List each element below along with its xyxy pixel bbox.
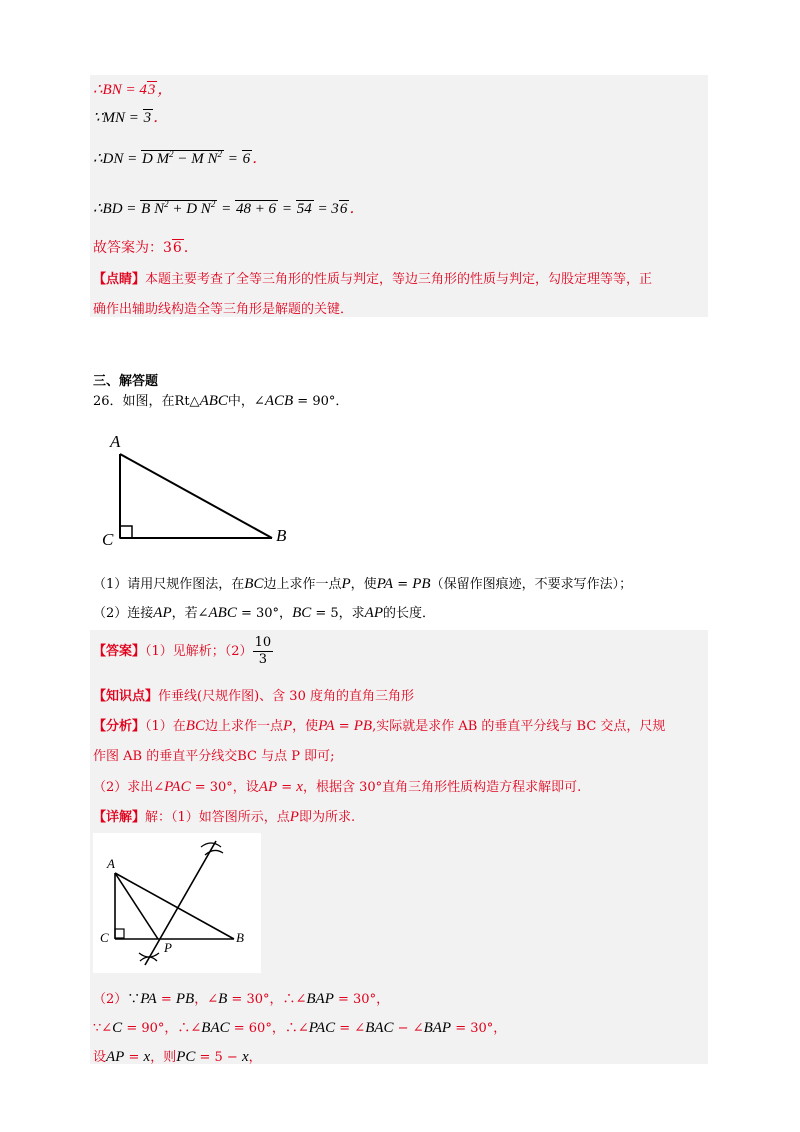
analysis-tag: 【分析】 xyxy=(93,719,146,734)
answer-text: （1）见解析；（2） xyxy=(145,644,253,659)
fig1-label-a: A xyxy=(110,432,121,451)
knowledge-tag: 【知识点】 xyxy=(93,689,159,704)
fig2-right-angle-mark xyxy=(115,929,124,938)
solution-line-mn: ∵MN = 3 ． xyxy=(93,110,169,126)
fraction-denominator: 3 xyxy=(258,652,267,667)
fig1-label-c: C xyxy=(102,530,114,549)
fig2-side-ab xyxy=(115,873,234,939)
right-angle-mark xyxy=(120,526,132,538)
problem-part-1: （1）请用尺规作图法，在BC边上求作一点P，使PA = PB（保留作图痕迹，不要求写作法）； xyxy=(93,576,633,592)
answer-line-top: 故答案为：36 ． xyxy=(93,240,198,256)
knowledge-text: 作垂线(尺规作图)、含 30 度角的直角三角形 xyxy=(158,689,414,704)
comment-line-2: 确作出辅助线构造全等三角形是解题的关键． xyxy=(93,302,354,317)
comment-text-1: 本题主要考查了全等三角形的性质与判定，等边三角形的性质与判定，勾股定理等等，正 xyxy=(145,272,653,287)
answer-fraction xyxy=(253,635,274,668)
detail-line-3: ∵∠C = 90°，∴∠BAC = 60°，∴∠PAC = ∠BAC − ∠BAP = 30°， xyxy=(93,1020,507,1036)
fig2-label-c: C xyxy=(100,930,109,945)
problem-stem: 26．如图，在Rt△ABC中，∠ACB = 90°． xyxy=(93,393,349,409)
fraction-numerator: 10 xyxy=(254,635,272,650)
analysis-line-1: 【分析】（1）在BC边上求作一点P，使PA = PB,实际就是求作 AB 的垂直平分线与 BC 交点，尺规 xyxy=(93,718,666,734)
problem-part-2: （2）连接AP，若∠ABC = 30°，BC = 5，求AP的长度． xyxy=(93,605,436,621)
answer-tag: 【答案】 xyxy=(93,644,146,659)
fig2-label-b: B xyxy=(236,930,244,945)
knowledge-line xyxy=(93,685,414,704)
figure-right-triangle xyxy=(100,430,300,550)
solution-line-bn: ∴BN = 43 ， xyxy=(93,82,173,98)
solution-line-bd: ∴BD = B $N^2 + D$ $N^2 = 48 + 6 = 54 = 36$ ． xyxy=(93,199,365,217)
perpendicular-bisector xyxy=(145,841,216,965)
side-ab xyxy=(120,454,272,538)
detail-line-2: （2）∵PA = PB，∠B = 30°，∴∠BAP = 30°， xyxy=(93,991,390,1007)
detail-line-1: 【详解】解：（1）如答图所示，点P即为所求. xyxy=(93,809,356,825)
arc-mark-top-1 xyxy=(201,843,221,847)
analysis-line-3: （2）求出∠PAC = 30°，设AP = x，根据含 30°直角三角形性质构造方程求解即可. xyxy=(93,779,582,795)
fig2-label-p: P xyxy=(164,940,172,955)
solution-line-dn: ∴DN = D $M^2 - M$ $N^2 = 6$ ． xyxy=(93,149,268,167)
comment-line-1 xyxy=(93,268,652,287)
answer-line xyxy=(93,635,273,668)
detail-tag: 【详解】 xyxy=(93,810,146,825)
fig2-label-a: A xyxy=(107,856,115,871)
detail-line-4: 设AP = x，则PC = 5 − x， xyxy=(93,1049,262,1065)
fig1-label-b: B xyxy=(276,526,287,545)
figure-construction xyxy=(93,833,261,973)
section-title: 三、解答题 xyxy=(93,374,159,389)
comment-tag: 【点睛】 xyxy=(93,272,146,287)
analysis-line-2: 作图 AB 的垂直平分线交BC 与点 P 即可; xyxy=(93,749,335,764)
